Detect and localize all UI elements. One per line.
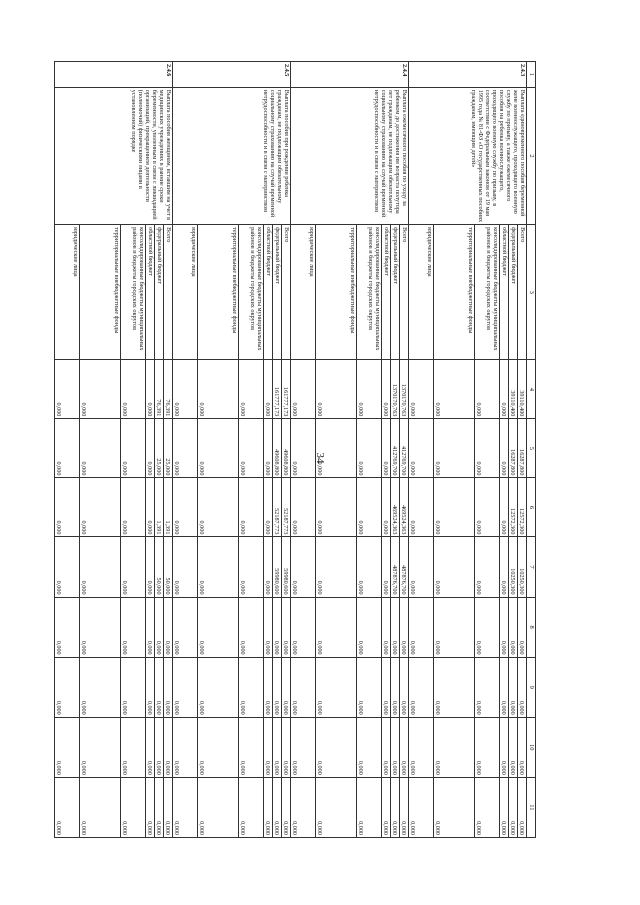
amount-cell: 0,000 xyxy=(316,657,357,717)
amount-cell: 39110,400 xyxy=(518,360,527,419)
amount-cell: 0,000 xyxy=(291,777,316,837)
table-row xyxy=(282,62,291,838)
amount-cell: 0,000 xyxy=(239,360,264,419)
funding-source-label: консолидированные бюджеты муниципальных районов и бюджеты городских округов xyxy=(121,225,146,360)
amount-cell: 0,000 xyxy=(239,537,264,597)
amount-cell: 0,000 xyxy=(198,597,239,657)
amount-cell: 0,000 xyxy=(239,717,264,777)
amount-cell: 0,000 xyxy=(291,597,316,657)
amount-cell: 0,000 xyxy=(434,597,475,657)
amount-cell: 0,000 xyxy=(273,717,282,777)
amount-cell: 0,000 xyxy=(409,360,434,419)
amount-cell: 0,000 xyxy=(80,717,121,777)
table-body xyxy=(55,62,536,838)
amount-cell: 0,000 xyxy=(80,597,121,657)
funding-source-label: консолидированные бюджеты муниципальных районов и бюджеты городских округов xyxy=(239,225,264,360)
budget-table xyxy=(54,61,536,838)
amount-cell: 0,000 xyxy=(80,777,121,837)
amount-cell: 0,000 xyxy=(198,717,239,777)
table-row xyxy=(518,62,527,838)
amount-cell: 0,000 xyxy=(382,419,391,478)
amount-cell: 0,000 xyxy=(121,537,146,597)
amount-cell: 0,000 xyxy=(146,537,155,597)
funding-source-label: территориальные внебюджетные фонды xyxy=(316,225,357,360)
funding-source-label: Всего xyxy=(164,225,173,360)
funding-source-label: консолидированные бюджеты муниципальных районов и бюджеты городских округов xyxy=(357,225,382,360)
amount-cell: 0,000 xyxy=(382,657,391,717)
amount-cell: 0,000 xyxy=(155,597,164,657)
amount-cell: 0,000 xyxy=(518,657,527,717)
amount-cell: 0,000 xyxy=(264,360,273,419)
amount-cell: 0,000 xyxy=(198,360,239,419)
amount-cell: 10250,300 xyxy=(509,537,518,597)
amount-cell: 161777,173 xyxy=(273,360,282,419)
amount-cell: 0,000 xyxy=(146,657,155,717)
amount-cell: 0,000 xyxy=(198,777,239,837)
amount-cell: 0,000 xyxy=(382,777,391,837)
amount-cell: 0,000 xyxy=(434,777,475,837)
column-number: 6 xyxy=(527,478,536,537)
section-code: 2.4.5 xyxy=(173,62,291,88)
column-number: 4 xyxy=(527,360,536,419)
amount-cell: 59980,600 xyxy=(273,537,282,597)
funding-source-label: федеральный бюджет xyxy=(273,225,282,360)
section-title: Выплата ежемесячного пособия по уходу за ребенком до достижения им возраста полутора лет гражданам, не подлежащим обязательному социальному страхованию на случай временной нетрудоспособности и в связи с материнством xyxy=(291,87,409,224)
amount-cell: 0,000 xyxy=(80,537,121,597)
amount-cell: 0,000 xyxy=(357,537,382,597)
amount-cell: 0,000 xyxy=(357,717,382,777)
amount-cell: 0,000 xyxy=(475,478,500,537)
column-number: 7 xyxy=(527,537,536,597)
amount-cell: 0,000 xyxy=(475,360,500,419)
amount-cell: 0,000 xyxy=(400,657,409,717)
column-number: 10 xyxy=(527,717,536,777)
amount-cell: 0,000 xyxy=(146,777,155,837)
amount-cell: 25,000 xyxy=(155,419,164,478)
amount-cell: 0,000 xyxy=(121,777,146,837)
amount-cell: 0,000 xyxy=(475,657,500,717)
amount-cell: 487876,700 xyxy=(391,537,400,597)
amount-cell: 76,391 xyxy=(164,360,173,419)
amount-cell: 0,000 xyxy=(291,419,316,478)
amount-cell: 0,000 xyxy=(264,597,273,657)
amount-cell: 0,000 xyxy=(239,597,264,657)
amount-cell: 0,000 xyxy=(121,717,146,777)
amount-cell: 0,000 xyxy=(164,717,173,777)
amount-cell: 0,000 xyxy=(357,419,382,478)
amount-cell: 0,000 xyxy=(357,777,382,837)
funding-source-label: Всего xyxy=(282,225,291,360)
rotated-table-viewport xyxy=(55,61,536,838)
amount-cell: 0,000 xyxy=(500,657,509,717)
amount-cell: 0,000 xyxy=(146,597,155,657)
funding-source-label: Всего xyxy=(400,225,409,360)
amount-cell: 0,000 xyxy=(264,657,273,717)
amount-cell: 0,000 xyxy=(409,419,434,478)
amount-cell: 0,000 xyxy=(55,537,80,597)
amount-cell: 0,000 xyxy=(155,657,164,717)
amount-cell: 0,000 xyxy=(518,597,527,657)
page-number: 34 xyxy=(314,452,326,464)
amount-cell: 0,000 xyxy=(164,777,173,837)
amount-cell: 0,000 xyxy=(518,777,527,837)
amount-cell: 0,000 xyxy=(239,419,264,478)
amount-cell: 469524,363 xyxy=(391,478,400,537)
amount-cell: 0,000 xyxy=(164,657,173,717)
amount-cell: 52187,773 xyxy=(273,478,282,537)
amount-cell: 0,000 xyxy=(55,717,80,777)
amount-cell: 0,000 xyxy=(382,597,391,657)
amount-cell: 0,000 xyxy=(382,717,391,777)
funding-source-label: федеральный бюджет xyxy=(509,225,518,360)
amount-cell: 0,000 xyxy=(198,478,239,537)
amount-cell: 0,000 xyxy=(55,360,80,419)
amount-cell: 0,000 xyxy=(173,597,198,657)
amount-cell: 76,391 xyxy=(155,360,164,419)
amount-cell: 0,000 xyxy=(316,537,357,597)
amount-cell: 0,000 xyxy=(316,597,357,657)
amount-cell: 0,000 xyxy=(382,537,391,597)
column-number: 1 xyxy=(527,62,536,88)
funding-source-label: юридические лица xyxy=(409,225,434,360)
amount-cell: 469524,363 xyxy=(400,478,409,537)
amount-cell: 0,000 xyxy=(264,478,273,537)
amount-cell: 0,000 xyxy=(146,717,155,777)
amount-cell: 0,000 xyxy=(291,717,316,777)
amount-cell: 0,000 xyxy=(391,597,400,657)
funding-source-label: территориальные внебюджетные фонды xyxy=(80,225,121,360)
amount-cell: 0,000 xyxy=(55,478,80,537)
amount-cell: 0,000 xyxy=(382,360,391,419)
amount-cell: 0,000 xyxy=(273,597,282,657)
amount-cell: 0,000 xyxy=(173,478,198,537)
amount-cell: 0,000 xyxy=(239,478,264,537)
amount-cell: 50,000 xyxy=(155,537,164,597)
column-number: 8 xyxy=(527,597,536,657)
funding-source-label: областной бюджет xyxy=(264,225,273,360)
section-title: Выплата единовременного пособия беременной жене военнослужащего, проходящего военную службу по призыву, а также ежемесячного пособия на ребенка военнослужащего, проходящего военную службу по призыву, в соответствии с Федеральным законом от 19 мая 1995 года № 81-ФЗ «О государственных пособиях гражданам, имеющим детей» xyxy=(409,87,527,224)
amount-cell: 0,000 xyxy=(198,419,239,478)
amount-cell: 0,000 xyxy=(173,717,198,777)
amount-cell: 0,000 xyxy=(391,717,400,777)
amount-cell: 0,000 xyxy=(173,537,198,597)
amount-cell: 1,391 xyxy=(164,478,173,537)
amount-cell: 0,000 xyxy=(273,657,282,717)
amount-cell: 0,000 xyxy=(500,478,509,537)
amount-cell: 0,000 xyxy=(55,419,80,478)
column-number: 11 xyxy=(527,777,536,837)
funding-source-label: областной бюджет xyxy=(146,225,155,360)
amount-cell: 0,000 xyxy=(357,597,382,657)
amount-cell: 0,000 xyxy=(409,777,434,837)
amount-cell: 0,000 xyxy=(434,657,475,717)
funding-source-label: консолидированные бюджеты муниципальных районов и бюджеты городских округов xyxy=(475,225,500,360)
amount-cell: 0,000 xyxy=(500,360,509,419)
amount-cell: 0,000 xyxy=(434,478,475,537)
amount-cell: 10250,300 xyxy=(518,537,527,597)
amount-cell: 0,000 xyxy=(409,537,434,597)
amount-cell: 1370170,763 xyxy=(400,360,409,419)
section-title: Выплата пособия при рождении ребенка гражданам, не подлежащим обязательному социальному страхованию на случай временной нетрудоспособности и в связи с материнством xyxy=(173,87,291,224)
amount-cell: 0,000 xyxy=(500,717,509,777)
amount-cell: 0,000 xyxy=(55,777,80,837)
funding-source-label: юридические лица xyxy=(55,225,80,360)
amount-cell: 0,000 xyxy=(80,478,121,537)
amount-cell: 16287,800 xyxy=(518,419,527,478)
amount-cell: 0,000 xyxy=(121,597,146,657)
amount-cell: 0,000 xyxy=(173,419,198,478)
amount-cell: 0,000 xyxy=(146,478,155,537)
amount-cell: 0,000 xyxy=(291,657,316,717)
amount-cell: 0,000 xyxy=(55,597,80,657)
amount-cell: 0,000 xyxy=(316,777,357,837)
funding-source-label: федеральный бюджет xyxy=(155,225,164,360)
amount-cell: 0,000 xyxy=(239,777,264,837)
funding-source-label: федеральный бюджет xyxy=(391,225,400,360)
amount-cell: 0,000 xyxy=(316,478,357,537)
amount-cell: 49608,800 xyxy=(273,419,282,478)
funding-source-label: территориальные внебюджетные фонды xyxy=(198,225,239,360)
section-code: 2.4.6 xyxy=(55,62,173,88)
amount-cell: 0,000 xyxy=(146,360,155,419)
amount-cell: 0,000 xyxy=(121,478,146,537)
amount-cell: 25,000 xyxy=(164,419,173,478)
column-number: 2 xyxy=(527,87,536,224)
funding-source-label: территориальные внебюджетные фонды xyxy=(434,225,475,360)
amount-cell: 0,000 xyxy=(391,777,400,837)
amount-cell: 0,000 xyxy=(509,597,518,657)
amount-cell: 0,000 xyxy=(475,777,500,837)
section-code: 2.4.4 xyxy=(291,62,409,88)
amount-cell: 0,000 xyxy=(400,777,409,837)
amount-cell: 0,000 xyxy=(357,657,382,717)
amount-cell: 0,000 xyxy=(121,657,146,717)
amount-cell: 0,000 xyxy=(264,419,273,478)
funding-source-label: Всего xyxy=(518,225,527,360)
amount-cell: 161777,173 xyxy=(282,360,291,419)
column-number-row xyxy=(527,62,536,838)
amount-cell: 1,391 xyxy=(155,478,164,537)
amount-cell: 0,000 xyxy=(264,777,273,837)
amount-cell: 12572,300 xyxy=(518,478,527,537)
amount-cell: 0,000 xyxy=(164,597,173,657)
amount-cell: 0,000 xyxy=(155,777,164,837)
amount-cell: 0,000 xyxy=(357,360,382,419)
amount-cell: 0,000 xyxy=(198,537,239,597)
amount-cell: 0,000 xyxy=(239,657,264,717)
funding-source-label: областной бюджет xyxy=(500,225,509,360)
amount-cell: 412769,700 xyxy=(400,419,409,478)
amount-cell: 0,000 xyxy=(409,657,434,717)
amount-cell: 12572,300 xyxy=(509,478,518,537)
amount-cell: 0,000 xyxy=(500,597,509,657)
amount-cell: 0,000 xyxy=(475,419,500,478)
amount-cell: 0,000 xyxy=(434,419,475,478)
column-number: 5 xyxy=(527,419,536,478)
amount-cell: 0,000 xyxy=(80,419,121,478)
amount-cell: 0,000 xyxy=(316,360,357,419)
amount-cell: 0,000 xyxy=(500,537,509,597)
amount-cell: 0,000 xyxy=(282,657,291,717)
amount-cell: 52187,773 xyxy=(282,478,291,537)
amount-cell: 49608,800 xyxy=(282,419,291,478)
amount-cell: 487876,700 xyxy=(400,537,409,597)
amount-cell: 0,000 xyxy=(264,537,273,597)
amount-cell: 0,000 xyxy=(291,478,316,537)
amount-cell: 0,000 xyxy=(434,717,475,777)
amount-cell: 0,000 xyxy=(509,717,518,777)
table-row xyxy=(164,62,173,838)
amount-cell: 0,000 xyxy=(434,360,475,419)
amount-cell: 0,000 xyxy=(173,360,198,419)
amount-cell: 0,000 xyxy=(409,597,434,657)
rotated-table-container xyxy=(55,61,536,838)
amount-cell: 0,000 xyxy=(475,597,500,657)
amount-cell: 0,000 xyxy=(400,597,409,657)
amount-cell: 0,000 xyxy=(382,478,391,537)
amount-cell: 50,000 xyxy=(164,537,173,597)
funding-source-label: юридические лица xyxy=(173,225,198,360)
funding-source-label: юридические лица xyxy=(291,225,316,360)
amount-cell: 0,000 xyxy=(55,657,80,717)
amount-cell: 0,000 xyxy=(509,777,518,837)
funding-source-label: областной бюджет xyxy=(382,225,391,360)
amount-cell: 0,000 xyxy=(475,537,500,597)
amount-cell: 0,000 xyxy=(282,777,291,837)
amount-cell: 0,000 xyxy=(282,717,291,777)
amount-cell: 0,000 xyxy=(121,419,146,478)
amount-cell: 0,000 xyxy=(316,419,357,478)
amount-cell: 0,000 xyxy=(273,777,282,837)
amount-cell: 0,000 xyxy=(264,717,273,777)
section-code: 2.4.3 xyxy=(409,62,527,88)
amount-cell: 0,000 xyxy=(316,717,357,777)
amount-cell: 59980,600 xyxy=(282,537,291,597)
amount-cell: 0,000 xyxy=(173,777,198,837)
amount-cell: 0,000 xyxy=(146,419,155,478)
amount-cell: 0,000 xyxy=(173,657,198,717)
amount-cell: 0,000 xyxy=(518,717,527,777)
amount-cell: 0,000 xyxy=(509,657,518,717)
section-title: Выплата пособия женщинам, вставшим на учет в медицинских учреждениях в ранние сроки беременности, уволенным в связи с ликвидацией организаций, прекращением деятельности (полномочий) физическими лицами в установленном порядке xyxy=(55,87,173,224)
amount-cell: 0,000 xyxy=(291,537,316,597)
amount-cell: 0,000 xyxy=(434,537,475,597)
amount-cell: 0,000 xyxy=(121,360,146,419)
amount-cell: 0,000 xyxy=(80,360,121,419)
amount-cell: 0,000 xyxy=(409,717,434,777)
amount-cell: 39110,400 xyxy=(509,360,518,419)
amount-cell: 0,000 xyxy=(155,717,164,777)
amount-cell: 0,000 xyxy=(500,419,509,478)
amount-cell: 412769,700 xyxy=(391,419,400,478)
column-number: 3 xyxy=(527,225,536,360)
amount-cell: 0,000 xyxy=(80,657,121,717)
column-number: 9 xyxy=(527,657,536,717)
amount-cell: 1370170,763 xyxy=(391,360,400,419)
amount-cell: 0,000 xyxy=(475,717,500,777)
amount-cell: 0,000 xyxy=(198,657,239,717)
amount-cell: 0,000 xyxy=(409,478,434,537)
amount-cell: 0,000 xyxy=(400,717,409,777)
amount-cell: 0,000 xyxy=(282,597,291,657)
table-row xyxy=(400,62,409,838)
amount-cell: 0,000 xyxy=(391,657,400,717)
amount-cell: 16287,800 xyxy=(509,419,518,478)
amount-cell: 0,000 xyxy=(500,777,509,837)
amount-cell: 0,000 xyxy=(291,360,316,419)
amount-cell: 0,000 xyxy=(357,478,382,537)
